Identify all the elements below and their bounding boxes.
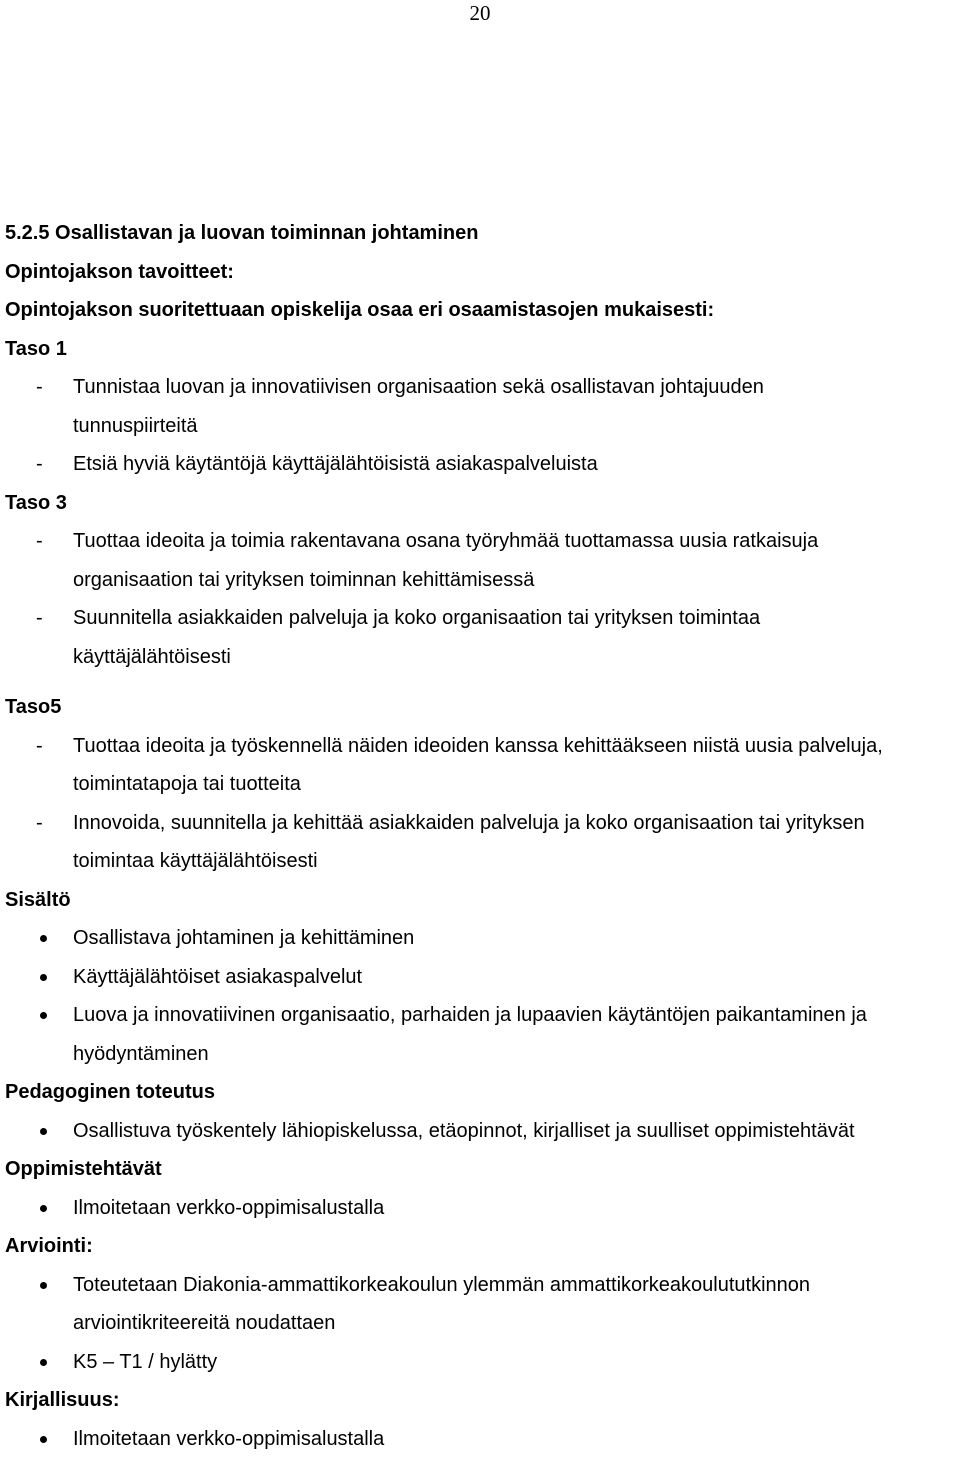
assignments-item-1 — [5, 1189, 960, 1228]
item-text: arviointikriteereitä noudattaen — [73, 1304, 960, 1343]
content-item-2 — [5, 958, 960, 997]
level1-heading: Taso 1 — [5, 330, 960, 369]
item-text: Osallistava johtaminen ja kehittäminen — [73, 919, 960, 958]
level3-item-1 — [5, 522, 960, 599]
bullet-icon — [40, 1436, 47, 1443]
section-title: 5.2.5 Osallistavan ja luovan toiminnan johtaminen — [5, 214, 960, 253]
item-text: Innovoida, suunnitella ja kehittää asiakkaiden palveluja ja koko organisaation tai yrityksen — [73, 804, 960, 843]
item-text: toimintatapoja tai tuotteita — [73, 765, 960, 804]
literature-item-1 — [5, 1420, 960, 1458]
item-text: K5 – T1 / hylätty — [73, 1343, 960, 1382]
item-text: organisaation tai yrityksen toiminnan kehittämisessä — [73, 561, 960, 600]
item-text: Ilmoitetaan verkko-oppimisalustalla — [73, 1420, 960, 1458]
item-text: Etsiä hyviä käytäntöjä käyttäjälähtöisistä asiakaspalveluista — [73, 445, 960, 484]
bullet-icon — [40, 1359, 47, 1366]
bullet-icon — [40, 935, 47, 942]
dash-marker: - — [36, 599, 66, 638]
item-text: käyttäjälähtöisesti — [73, 638, 960, 677]
assessment-item-2 — [5, 1343, 960, 1382]
item-text: Suunnitella asiakkaiden palveluja ja koko organisaation tai yrityksen toimintaa — [73, 599, 960, 638]
level1-item-2 — [5, 445, 960, 484]
level1-item-1 — [5, 368, 960, 445]
item-text: Tuottaa ideoita ja työskennellä näiden ideoiden kanssa kehittääkseen niistä uusia palveluja, — [73, 727, 960, 766]
assessment-heading: Arviointi: — [5, 1227, 960, 1266]
item-text: Tuottaa ideoita ja toimia rakentavana osana työryhmää tuottamassa uusia ratkaisuja — [73, 522, 960, 561]
bullet-icon — [40, 1282, 47, 1289]
bullet-icon — [40, 1012, 47, 1019]
literature-heading: Kirjallisuus: — [5, 1381, 960, 1420]
dash-marker: - — [36, 522, 66, 561]
item-text: Osallistuva työskentely lähiopiskelussa, etäopinnot, kirjalliset ja suulliset oppimistehtävät — [73, 1112, 960, 1151]
document-body — [5, 214, 960, 1458]
item-text: Tunnistaa luovan ja innovatiivisen organisaation sekä osallistavan johtajuuden — [73, 368, 960, 407]
bullet-icon — [40, 1205, 47, 1212]
bullet-icon — [40, 1128, 47, 1135]
spacer — [5, 676, 960, 688]
dash-marker: - — [36, 445, 66, 484]
level3-heading: Taso 3 — [5, 484, 960, 523]
level5-heading: Taso5 — [5, 688, 960, 727]
item-text: Toteutetaan Diakonia-ammattikorkeakoulun ylemmän ammattikorkeakoulututkinnon — [73, 1266, 960, 1305]
assignments-heading: Oppimistehtävät — [5, 1150, 960, 1189]
item-text: Luova ja innovatiivinen organisaatio, parhaiden ja lupaavien käytäntöjen paikantaminen ja — [73, 996, 960, 1035]
content-item-1 — [5, 919, 960, 958]
dash-marker: - — [36, 727, 66, 766]
pedagogy-item-1 — [5, 1112, 960, 1151]
level3-item-2 — [5, 599, 960, 676]
item-text: Ilmoitetaan verkko-oppimisalustalla — [73, 1189, 960, 1228]
assessment-item-1 — [5, 1266, 960, 1343]
dash-marker: - — [36, 368, 66, 407]
item-text: Käyttäjälähtöiset asiakaspalvelut — [73, 958, 960, 997]
content-item-3 — [5, 996, 960, 1073]
item-text: hyödyntäminen — [73, 1035, 960, 1074]
page-number: 20 — [0, 0, 960, 28]
level5-item-2 — [5, 804, 960, 881]
item-text: toimintaa käyttäjälähtöisesti — [73, 842, 960, 881]
content-heading: Sisältö — [5, 881, 960, 920]
item-text: tunnuspiirteitä — [73, 407, 960, 446]
objectives-heading: Opintojakson tavoitteet: — [5, 253, 960, 292]
level5-item-1 — [5, 727, 960, 804]
objectives-intro: Opintojakson suoritettuaan opiskelija osaa eri osaamistasojen mukaisesti: — [5, 291, 960, 330]
bullet-icon — [40, 974, 47, 981]
pedagogy-heading: Pedagoginen toteutus — [5, 1073, 960, 1112]
dash-marker: - — [36, 804, 66, 843]
